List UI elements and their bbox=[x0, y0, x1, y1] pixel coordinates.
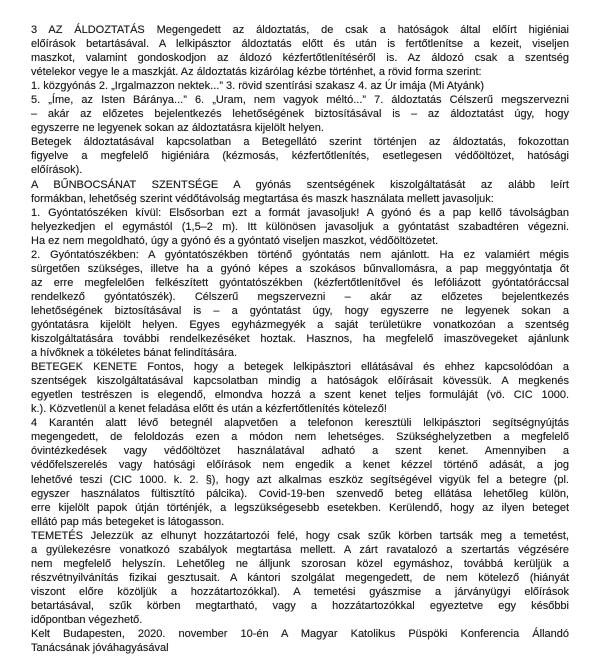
text-line: betartásával, szűk körben megtartható, vagy a hozzátartozókkal egyeztetve egy későbbi bbox=[31, 599, 569, 612]
text-line: időpontban végezhető. bbox=[31, 613, 143, 626]
text-line: BETEGEK KENETE Fontos, hogy a betegek lelkipásztori ellátásával és ehhez kapcsolódóan a bbox=[31, 361, 569, 374]
text-line: az erre megfelelően felkészített gyóntatószékben (kézfertőtlenítővel és lefóliázott gyóntatóráccsal bbox=[31, 276, 569, 289]
text-line: – akár az előzetes bejelentkezés lehetőségének biztosításával is – az áldoztatást úgy, hogy bbox=[31, 108, 569, 121]
text-line: viszont előre közöljük a hozzátartozókkal). A temetési gyászmise a járványügyi előírások bbox=[31, 585, 569, 598]
text-line: kiszolgáltatására további rendelkezéséket hoztak. Hasznos, ha megfelelő imaszövegeket ajánlunk bbox=[31, 333, 569, 346]
text-line: vételekor vegye le a maszkját. Az áldoztatás kizárólag kézbe történhet, a rövid forma szerint: bbox=[31, 66, 482, 79]
text-line: előírások). bbox=[31, 164, 83, 177]
text-line: A BŰNBOCSÁNAT SZENTSÉGE A gyónás szentségének kiszolgáltatását az alább leírt bbox=[31, 178, 569, 191]
text-line: rendelkező gyóntatószék). Célszerű megszervezni – akár az előzetes bejelentkezés bbox=[31, 290, 569, 303]
text-line: megengedett, de feloldozás ezen a módon nem lehetséges. Szükséghelyzetben a megfelelő bbox=[31, 431, 569, 444]
text-line: 3 AZ ÁLDOZTATÁS Megengedett az áldoztatás, de csak a hatóságok által előírt higiéniai bbox=[31, 24, 569, 36]
text-line: részvétnyilvánítás fizikai gesztusait. A kántori szolgálat megengedett, de nem kötelező (hiányát bbox=[31, 571, 569, 584]
text-line: szentségek kiszolgáltatásával kapcsolatban mindig a hatóságok előírásait kövessük. A megkenés bbox=[31, 375, 569, 388]
text-line: 5. „Íme, az Isten Báránya...” 6. „Uram, nem vagyok méltó...” 7. áldoztatás Célszerű megszervezni bbox=[31, 94, 569, 107]
text-line: 1. közgyónás 2. „Irgalmazzon nektek...” 3. rövid szentírási szakasz 4. az Úr imája (Mi Atyánk) bbox=[31, 80, 485, 93]
text-line: a gyülekezésre vonatkozó szabályok megtartása mellett. A zárt ravatalozó a szertartás végzésére bbox=[31, 543, 569, 556]
text-line: előírások betartásával. A lelkipásztor áldoztatás előtt és után is fertőtlenítse a kezeit, viseljen bbox=[31, 38, 569, 51]
text-line: formákban, lehetőség szerint védőtávolság megtartása és maszk használata mellett javasoljuk: bbox=[31, 192, 494, 205]
text-line: a hívőknek a tökéletes bánat felindítására. bbox=[31, 347, 238, 360]
text-line: egyetlen testrészen is elegendő, elmondva hozzá a szent kenet teljes formuláját (vö. CIC 1000. bbox=[31, 389, 569, 402]
text-line: Tanácsának jóváhagyásával bbox=[31, 642, 169, 655]
text-line: óvintézkedések vagy védőöltözet használatával adható a szent kenet. Amennyiben a bbox=[31, 445, 569, 458]
text-line: k.). Közvetlenül a kenet feladása előtt és után a kézfertőtlenítés kötelező! bbox=[31, 403, 387, 416]
text-line: 2. Gyóntatószékben: A gyóntatószékben történő gyóntatás nem ajánlott. Ha ez valamiért mégis bbox=[31, 248, 569, 261]
text-line: helyezkedjen el egymástól (1,5–2 m). Itt különösen javasoljuk a gyóntatást szabadtéren végezni. bbox=[31, 220, 569, 233]
text-line: maszkot, valamint gondoskodjon az áldozó kézfertőtlenítéséről is. Az áldozó csak a szentség bbox=[31, 52, 569, 65]
text-line: ellátó pap más betegeket is látogasson. bbox=[31, 515, 225, 528]
text-line: egyszer használatos fültisztító pálcika). Covid-19-ben szenvedő beteg ellátása lehetőleg külön, bbox=[31, 487, 569, 500]
text-line: figyelve a megfelelő higiéniára (kézmosás, kézfertőtlenítés, esetlegesen védőöltözet, hatósági bbox=[31, 150, 569, 163]
text-line: Kelt Budapesten, 2020. november 10-én A Magyar Katolikus Püspöki Konferencia Állandó bbox=[31, 628, 569, 641]
text-line: TEMETÉS Jelezzük az elhunyt hozzátartozói felé, hogy csak szűk körben tartsák meg a temetést, bbox=[31, 529, 569, 542]
text-line: védőfelszerelés vagy hatósági előírások nem engedik a kenet kézzel történő adását, a jog bbox=[31, 459, 569, 472]
text-line: 4 Karantén alatt lévő betegnél alapvetően a telefonon keresztüli lelkipásztori segítségnyújtás bbox=[31, 417, 569, 430]
text-line: gyóntatásra kijelölt helyen. Egyes egyházmegyék a saját területükre vonatkozóan a szentség bbox=[31, 318, 569, 331]
text-line: lehetőségének biztosításával is – a gyóntatást úgy, hogy egyszerre ne legyenek sokan a bbox=[31, 304, 569, 317]
text-line: erre kijelölt papok útján történjék, a legszükségesebb esetekben. Kerülendő, hogy az ilyen beteget bbox=[31, 501, 569, 514]
document-body bbox=[31, 23, 569, 655]
text-line: Betegek áldoztatásával kapcsolatban a Betegellátó szerint történjen az áldoztatás, fokozottan bbox=[31, 136, 569, 149]
text-line: lehetővé teszi (CIC 1000. k. 2. §), hogy azt alkalmas eszköz segítségével vigyük fel a betegre (pl. bbox=[31, 473, 569, 486]
text-line: Ha ez nem megoldható, úgy a gyónó és a gyóntató viseljen maszkot, védőöltözetet. bbox=[31, 234, 439, 247]
text-line: nem megfelelő helyszín. Lehetőleg ne álljunk szorosan közel egymáshoz, továbbá kerüljük a bbox=[31, 557, 569, 570]
text-line: 1. Gyóntatószéken kívül: Elsősorban ezt a formát javasoljuk! A gyónó és a pap kellő távolságban bbox=[31, 206, 569, 219]
text-line: sürgetően szükséges, illetve ha a gyónó képes a szokásos bűnvallomásra, a pap meggyóntatja őt bbox=[31, 262, 569, 275]
text-line: egyszerre ne legyenek sokan az áldoztatásra kijelölt helyen. bbox=[31, 122, 324, 135]
